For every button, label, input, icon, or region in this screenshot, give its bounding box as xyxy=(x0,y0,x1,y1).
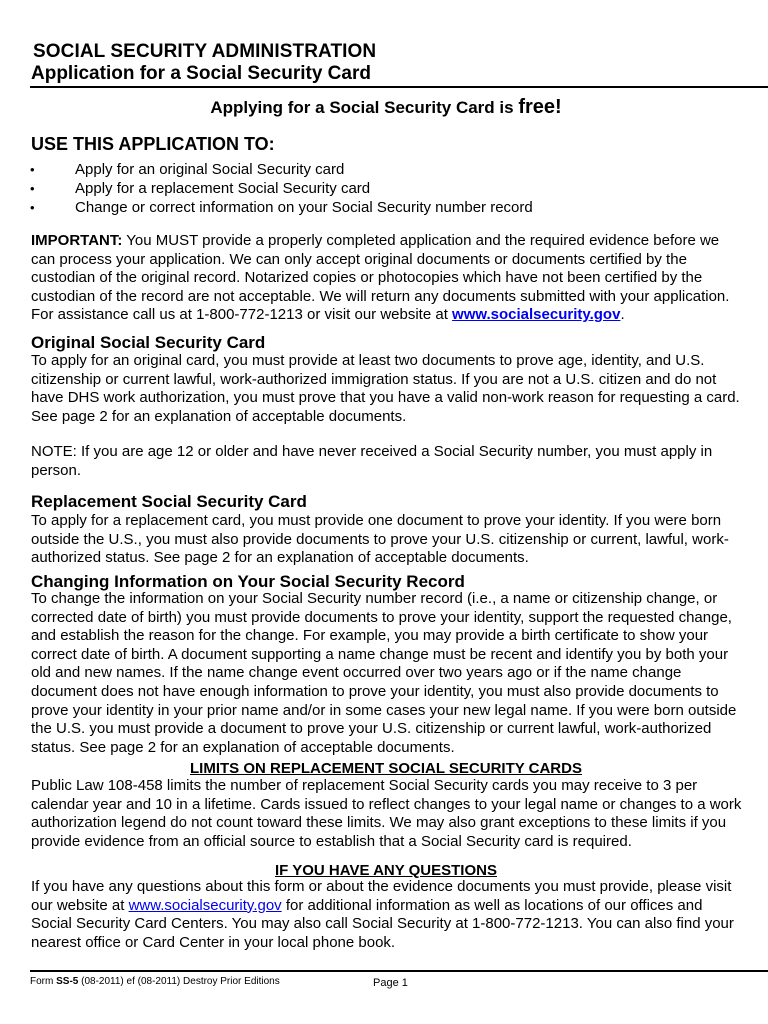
limits-heading: LIMITS ON REPLACEMENT SOCIAL SECURITY CARDS xyxy=(190,760,582,777)
website-link[interactable]: www.socialsecurity.gov xyxy=(452,306,621,324)
replacement-card-heading: Replacement Social Security Card xyxy=(31,492,307,511)
questions-text-after: for additional information as well as locations of our offices and Social Security Card Centers. You may also call Social Security at 1-800-772-1213. You can also find your nearest office or Card Center in your local phone book. xyxy=(31,896,734,951)
limits-body: Public Law 108-458 limits the number of replacement Social Security cards you may receive to 3 per calendar year and 10 in a lifetime. Cards issued to reflect changes to your legal name or changes to a work authorization legend do not count toward these limits. We may also grant exceptions to these limits if you provide evidence from an official source to establish that a Social Security card is required. xyxy=(31,777,742,850)
list-item-text: Change or correct information on your Social Security number record xyxy=(75,199,533,216)
use-application-heading: USE THIS APPLICATION TO: xyxy=(31,134,275,154)
list-item xyxy=(30,198,742,217)
important-paragraph xyxy=(31,232,743,325)
important-label: IMPORTANT: xyxy=(31,232,123,249)
important-text: You MUST provide a properly completed application and the required evidence before we can process your application. We can only accept original documents or documents certified by the custodian of the original record. Notarized copies or photocopies which have not been certified by the custodian of the record are not acceptable. We will return any documents submitted with your application. For assistance call us at 1-800-772-1213 or visit our website at xyxy=(31,232,730,324)
free-notice-emphasis: free! xyxy=(518,96,562,118)
changing-info-heading: Changing Information on Your Social Security Record xyxy=(31,572,465,591)
important-end: . xyxy=(620,306,625,324)
form-id: SS-5 xyxy=(56,976,79,987)
free-notice-text: Applying for a Social Security Card is xyxy=(210,98,514,117)
form-identifier xyxy=(30,976,280,987)
use-bullet-list xyxy=(30,160,742,217)
bullet-icon: • xyxy=(30,162,35,177)
list-item xyxy=(30,160,742,179)
page-number: Page 1 xyxy=(373,977,408,989)
footer-divider xyxy=(30,970,768,972)
list-item-text: Apply for a replacement Social Security card xyxy=(75,180,371,197)
changing-info-body: To change the information on your Social Security number record (i.e., a name or citizenship change, or corrected date of birth) you must provide documents to prove your identity, support the requested change, and establish the reason for the change. For example, you may provide a birth certificate to show your correct date of birth. A document supporting a name change must be recent and identify you by both your old and new names. If the name change event occurred over two years ago or if the name change document does not have enough information to prove your identity, you must also provide documents to prove your identity in your prior name and/or in some cases your new legal name. If you were born outside the U.S. you must provide a document to prove your U.S. citizenship or current lawful, work-authorized status. See page 2 for an explanation of acceptable documents. xyxy=(31,590,737,756)
form-edition: (08-2011) ef (08-2011) Destroy Prior Editions xyxy=(78,976,280,987)
original-card-heading: Original Social Security Card xyxy=(31,333,266,352)
original-card-note: NOTE: If you are age 12 or older and have never received a Social Security number, you must apply in person. xyxy=(31,443,713,479)
replacement-card-body: To apply for a replacement card, you must provide one document to prove your identity. If you were born outside the U.S., you must also provide documents to prove your U.S. citizenship or current, lawful, work-authorized status. See page 2 for an explanation of acceptable documents. xyxy=(31,512,729,567)
bullet-icon: • xyxy=(30,200,35,215)
questions-paragraph xyxy=(31,878,743,952)
agency-name: SOCIAL SECURITY ADMINISTRATION xyxy=(33,41,377,62)
original-card-body: To apply for an original card, you must provide at least two documents to prove age, identity, and U.S. citizenship or current lawful, work-authorized immigration status. If you are not a U.S. citizen and do not have DHS work authorization, you must prove that you have a valid non-work reason for requesting a card. See page 2 for an explanation of acceptable documents. xyxy=(31,352,740,425)
list-item-text: Apply for an original Social Security card xyxy=(75,161,345,178)
questions-text-before: If you have any questions about this form or about the evidence documents you must provide, please visit our website at xyxy=(31,878,732,914)
bullet-icon: • xyxy=(30,181,35,196)
header-divider xyxy=(30,86,768,88)
form-prefix: Form xyxy=(30,976,57,987)
free-notice xyxy=(30,96,742,119)
form-title: Application for a Social Security Card xyxy=(31,63,371,84)
list-item xyxy=(30,179,742,198)
questions-heading: IF YOU HAVE ANY QUESTIONS xyxy=(275,862,497,879)
website-link[interactable]: www.socialsecurity.gov xyxy=(128,896,282,914)
